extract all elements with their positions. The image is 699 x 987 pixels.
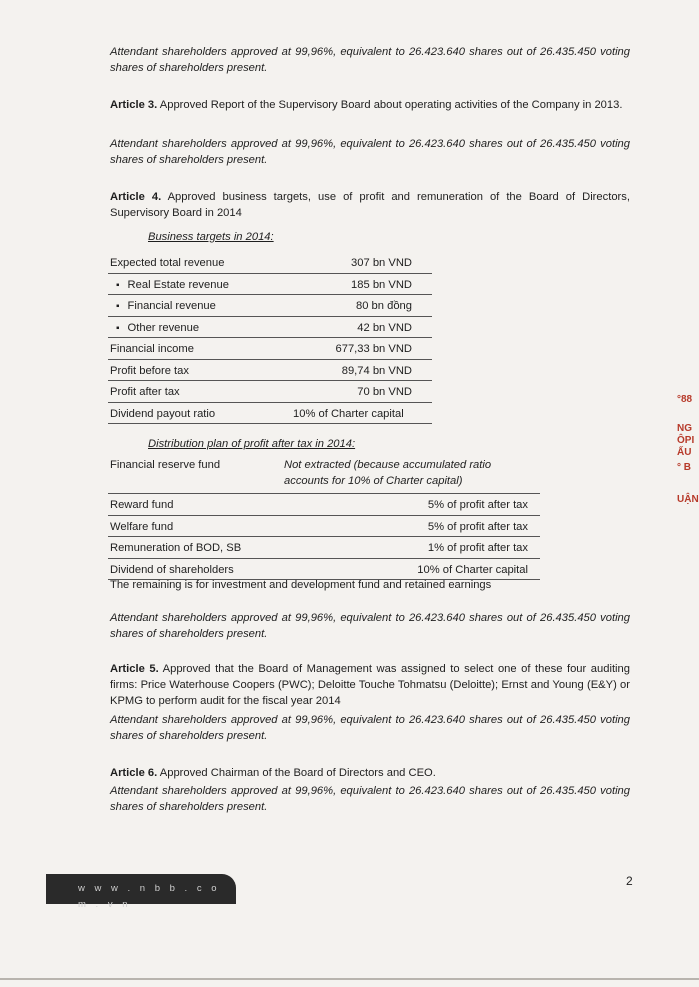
footer-website: w w w . n b b . c o m . v n [78, 883, 220, 910]
stamp-fragment: °88 [677, 394, 693, 405]
target-label: ▪ Financial revenue [116, 298, 216, 315]
target-value: 80 bn đồng [356, 300, 412, 312]
table-row [108, 403, 432, 425]
distribution-value: 5% of profit after tax [427, 520, 528, 533]
article-3 [110, 97, 630, 113]
article-3-heading: Article 3. [110, 99, 158, 111]
target-value: 677,33 bn VND [335, 343, 412, 355]
table-row [108, 381, 432, 403]
distribution-label: Remuneration of BOD, SB [110, 542, 242, 554]
table-row [108, 295, 432, 317]
stamp-fragment: ẤU [677, 447, 692, 458]
table-row [108, 494, 540, 516]
approval-text-5: Attendant shareholders approved at 99,96%, equivalent to 26.423.640 shares out of 26.435.450 voting shares of shareholders present. [110, 785, 630, 813]
distribution-label: Dividend of shareholders [110, 563, 234, 576]
business-targets-title: Business targets in 2014: [148, 231, 274, 243]
article-6-heading: Article 6. [110, 767, 158, 779]
approval-text-2: Attendant shareholders approved at 99,96%, equivalent to 26.423.640 shares out of 26.435.450 voting shares of shareholders present. [110, 138, 630, 166]
article-4-text: Approved business targets, use of profit and remuneration of the Board of Directors, Supervisory Board in 2014 [110, 191, 630, 219]
distribution-title: Distribution plan of profit after tax in 2014: [148, 438, 356, 450]
target-value: 307 bn VND [351, 257, 412, 269]
target-value: 42 bn VND [357, 321, 412, 334]
stamp-fragment: ÔPI [677, 435, 695, 446]
article-6 [110, 765, 630, 781]
bottom-divider [0, 978, 699, 980]
table-row [108, 317, 432, 339]
distribution-value: 10% of Charter capital [417, 563, 528, 576]
stamp-fragment: ° B [677, 462, 691, 473]
target-value: 70 bn VND [357, 386, 412, 398]
target-label: Profit after tax [110, 386, 180, 398]
target-value: 185 bn VND [351, 278, 412, 291]
remaining-text: The remaining is for investment and development fund and retained earnings [110, 579, 492, 591]
article-3-text: Approved Report of the Supervisory Board about operating activities of the Company in 2013. [159, 99, 623, 111]
article-4-heading: Article 4. [110, 191, 162, 203]
distribution-label: Reward fund [110, 499, 174, 511]
target-label: Expected total revenue [110, 257, 225, 269]
distribution-label: Welfare fund [110, 520, 174, 533]
target-value: 10% of Charter capital [293, 407, 404, 420]
distribution-value: 1% of profit after tax [427, 542, 528, 554]
article-4 [110, 189, 630, 221]
target-label: Dividend payout ratio [110, 407, 216, 420]
table-row [108, 338, 432, 360]
stamp-fragment: UẬN [677, 494, 699, 505]
article-5-heading: Article 5. [110, 663, 159, 675]
approval-text-4: Attendant shareholders approved at 99,96%, equivalent to 26.423.640 shares out of 26.435.450 voting shares of shareholders present. [110, 714, 630, 742]
article-5-text: Approved that the Board of Management was assigned to select one of these four auditing firms: Price Waterhouse Coopers (PWC); Deloitte Touche Tohmatsu (Deloitte); Ernst and Young (E&Y) or KPMG to perform audit for the fiscal year 2014 [110, 663, 630, 707]
distribution-label: Financial reserve fund [110, 459, 221, 471]
distribution-table [108, 456, 540, 580]
target-label: ▪ Other revenue [116, 320, 199, 337]
target-label: ▪ Real Estate revenue [116, 277, 229, 294]
business-targets-table [108, 252, 432, 424]
table-row [108, 274, 432, 296]
table-row [108, 456, 540, 494]
article-6-text: Approved Chairman of the Board of Directors and CEO. [159, 767, 436, 779]
page-number: 2 [626, 874, 633, 888]
stamp-fragment: NG [677, 423, 692, 434]
target-label: Financial income [110, 343, 194, 355]
article-5 [110, 661, 630, 709]
target-label: Profit before tax [110, 364, 189, 377]
table-row [108, 537, 540, 559]
distribution-value: Not extracted (because accumulated ratio accounts for 10% of Charter capital) [284, 459, 492, 487]
table-row [108, 360, 432, 382]
table-row [108, 252, 432, 274]
target-value: 89,74 bn VND [341, 364, 412, 377]
approval-text-1: Attendant shareholders approved at 99,96%, equivalent to 26.423.640 shares out of 26.435.450 voting shares of shareholders present. [110, 46, 630, 74]
table-row [108, 516, 540, 538]
footer-website-bar [46, 874, 236, 910]
distribution-value: 5% of profit after tax [427, 499, 528, 511]
approval-text-3: Attendant shareholders approved at 99,96%, equivalent to 26.423.640 shares out of 26.435.450 voting shares of shareholders present. [110, 612, 630, 640]
